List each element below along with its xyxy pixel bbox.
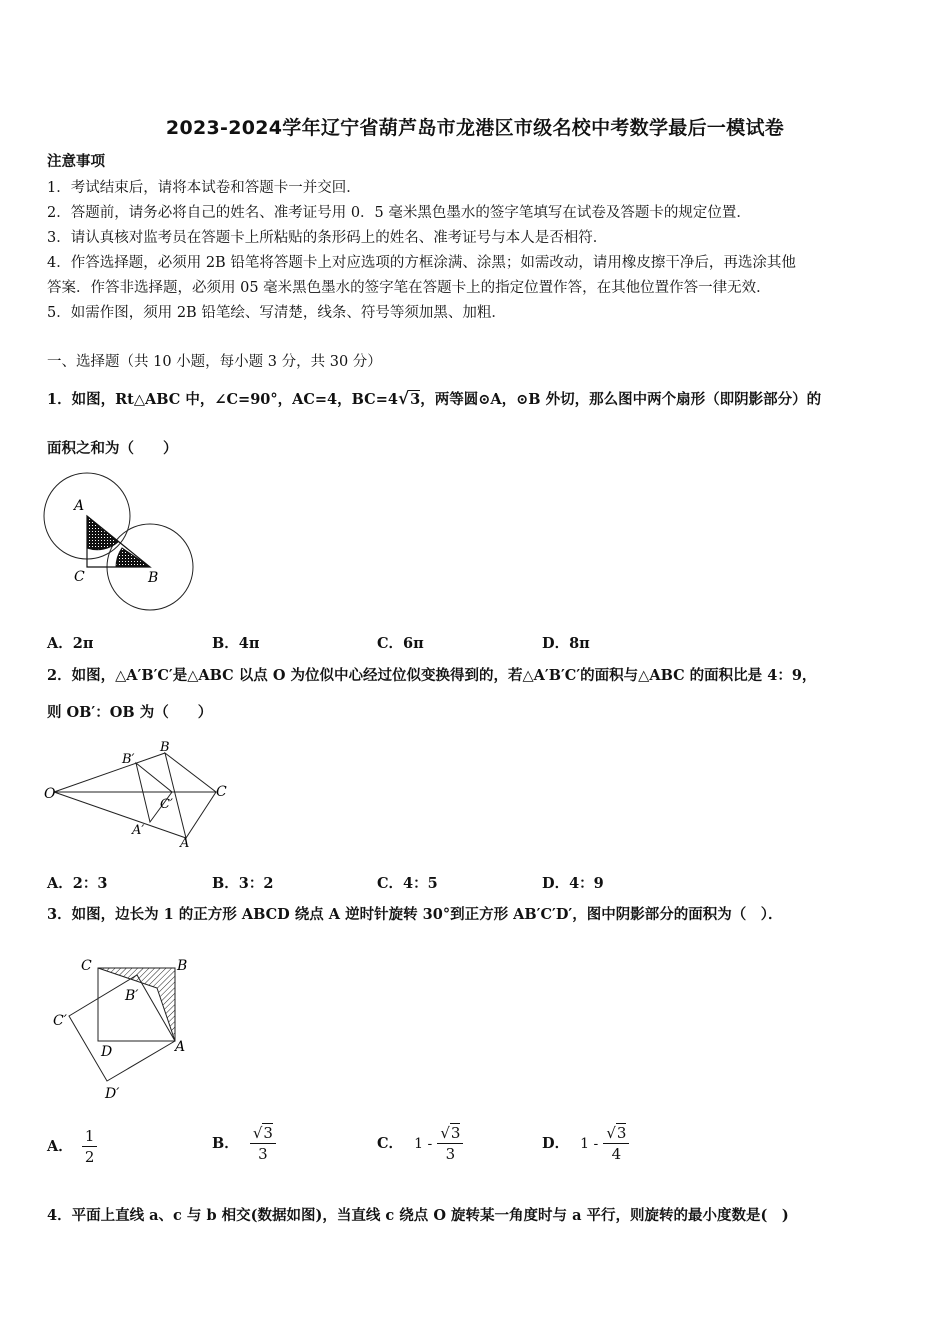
label-o: O <box>44 786 56 802</box>
q1-option-d[interactable]: D．8π <box>542 635 590 652</box>
notice-item: 3．请认真核对监考员在答题卡上所粘贴的条形码上的姓名、准考证号与本人是否相符． <box>47 230 608 246</box>
q3-option-c[interactable]: C． 1 - $\frac{√3}{3}$ <box>377 1124 463 1163</box>
label-b-prime: B′ <box>122 752 135 767</box>
label-d: D <box>101 1044 113 1060</box>
q3-stem: 3．如图，边长为 1 的正方形 ABCD 绕点 A 逆时针旋转 30°到正方形 AB′C′D′，图中阴影部分的面积为（ ）． <box>47 906 783 923</box>
label-b: B <box>177 958 188 974</box>
sector-b <box>116 548 150 567</box>
notice-heading: 注意事项 <box>47 153 105 170</box>
q3-option-b[interactable]: B． $\frac{√3}{3}$ <box>212 1124 276 1163</box>
label-a: A <box>175 1039 186 1055</box>
q2-option-a[interactable]: A．2：3 <box>47 875 108 892</box>
notice-item: 1．考试结束后，请将本试卷和答题卡一并交回． <box>47 180 361 196</box>
label-b: B <box>160 740 170 755</box>
shaded-region <box>98 968 175 1041</box>
q1-figure <box>40 470 200 615</box>
label-c-prime: C′ <box>53 1013 67 1029</box>
section-heading: 一、选择题（共 10 小题，每小题 3 分，共 30 分） <box>47 354 382 370</box>
q2-stem-cont: 则 OB′：OB 为（ ） <box>47 704 213 721</box>
q2-figure <box>40 733 240 853</box>
label-c: C <box>81 958 92 974</box>
label-c-prime: C′ <box>160 797 173 812</box>
q1-option-a[interactable]: A．2π <box>47 635 94 652</box>
label-a: A <box>180 836 190 851</box>
notice-item: 2．答题前，请务必将自己的姓名、准考证号用 0．5 毫米黑色墨水的签字笔填写在试卷及答题卡的规定位置． <box>47 205 751 221</box>
q2-option-b[interactable]: B．3：2 <box>212 875 274 892</box>
q3-figure <box>45 953 205 1103</box>
label-d-prime: D′ <box>105 1086 120 1102</box>
label-c: C <box>216 784 227 800</box>
sector-a <box>87 516 118 550</box>
q1-option-b[interactable]: B．4π <box>212 635 260 652</box>
q1-option-c[interactable]: C．6π <box>377 635 424 652</box>
q1-stem: 1．如图，Rt△ABC 中，∠C=90°，AC=4，BC=4√3，两等圆⊙A，⊙B 外切，那么图中两个扇形（即阴影部分）的 <box>47 389 822 409</box>
label-a-prime: A′ <box>132 823 145 838</box>
q4-stem: 4．平面上直线 a、c 与 b 相交(数据如图)，当直线 c 绕点 O 旋转某一角度时与 a 平行，则旋转的最小度数是( ) <box>47 1207 789 1224</box>
label-c: C <box>74 569 85 585</box>
q2-option-d[interactable]: D．4：9 <box>542 875 604 892</box>
notice-item: 5．如需作图，须用 2B 铅笔绘、写清楚，线条、符号等须加黑、加粗． <box>47 305 506 321</box>
q3-option-d[interactable]: D． 1 - $\frac{√3}{4}$ <box>542 1124 629 1163</box>
notice-item: 4．作答选择题，必须用 2B 铅笔将答题卡上对应选项的方框涂满、涂黑；如需改动，请用橡皮擦干净后，再选涂其他 <box>47 255 796 271</box>
q1-stem-cont: 面积之和为（ ） <box>47 440 178 457</box>
q2-stem: 2．如图，△A′B′C′是△ABC 以点 O 为位似中心经过位似变换得到的，若△A′B′C′的面积与△ABC 的面积比是 4：9， <box>47 667 817 684</box>
q3-option-a[interactable]: A． $\frac{1}{2}$ <box>47 1127 97 1166</box>
label-b: B <box>148 570 159 586</box>
label-b-prime: B′ <box>125 988 139 1004</box>
label-a: A <box>74 498 85 514</box>
notice-item: 答案．作答非选择题，必须用 05 毫米黑色墨水的签字笔在答题卡上的指定位置作答，在其他位置作答一律无效． <box>47 280 771 296</box>
q2-option-c[interactable]: C．4：5 <box>377 875 438 892</box>
page-title: 2023-2024学年辽宁省葫芦岛市龙港区市级名校中考数学最后一模试卷 <box>165 117 785 139</box>
